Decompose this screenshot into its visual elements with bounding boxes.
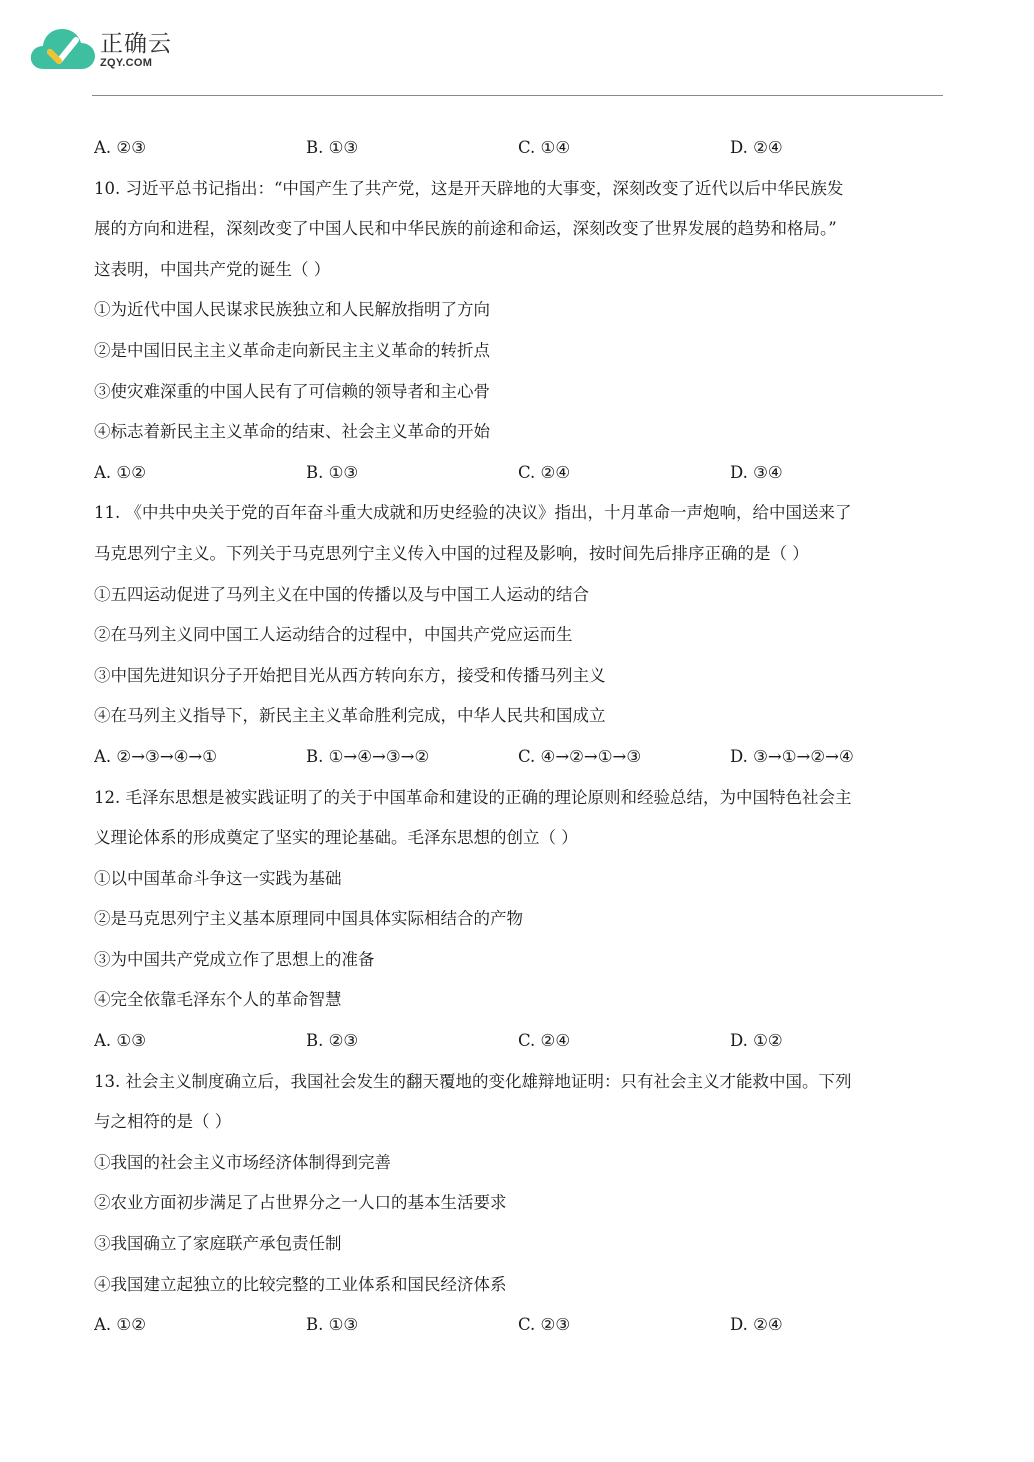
answer-option: B. ①→④→③→② (306, 746, 430, 766)
text-line: ④在马列主义指导下，新民主主义革命胜利完成，中华人民共和国成立 (94, 706, 606, 726)
text-line: 12. 毛泽东思想是被实践证明了的关于中国革命和建设的正确的理论原则和经验总结，为中国特色社会主 (94, 787, 852, 807)
text-line: 马克思列宁主义。下列关于马克思列宁主义传入中国的过程及影响，按时间先后排序正确的是（ ） (94, 543, 809, 563)
text-line: 11. 《中共中央关于党的百年奋斗重大成就和历史经验的决议》指出，十月革命一声炮响，给中国送来了 (94, 503, 852, 523)
text-line: ④标志着新民主主义革命的结束、社会主义革命的开始 (94, 422, 490, 442)
text-line: ①以中国革命斗争这一实践为基础 (94, 868, 342, 888)
answer-option: B. ①③ (306, 138, 359, 157)
answer-option: A. ①② (94, 462, 146, 482)
text-line: ④完全依靠毛泽东个人的革命智慧 (94, 990, 342, 1010)
answer-option: D. ②④ (730, 138, 783, 157)
answer-option: C. ②④ (518, 462, 571, 482)
answer-option: D. ③→①→②→④ (730, 746, 854, 766)
text-line: ③中国先进知识分子开始把目光从西方转向东方，接受和传播马列主义 (94, 665, 606, 685)
answer-option: C. ②④ (518, 1031, 571, 1051)
text-line: ②在马列主义同中国工人运动结合的过程中，中国共产党应运而生 (94, 625, 573, 645)
answer-option: D. ③④ (730, 462, 783, 482)
answer-option: A. ②③ (94, 138, 146, 157)
answer-options-row (94, 1305, 939, 1346)
text-line: 这表明，中国共产党的诞生（ ） (94, 259, 331, 279)
answer-option: B. ①③ (306, 1315, 359, 1335)
answer-option: A. ①② (94, 1315, 146, 1335)
brand-domain: ZQY.COM (100, 56, 153, 69)
text-line: ④我国建立起独立的比较完整的工业体系和国民经济体系 (94, 1274, 507, 1294)
answer-option: A. ②→③→④→① (94, 746, 218, 766)
answer-option: C. ④→②→①→③ (518, 746, 642, 766)
text-line: ②农业方面初步满足了占世界分之一人口的基本生活要求 (94, 1193, 507, 1213)
text-line: ②是中国旧民主主义革命走向新民主主义革命的转折点 (94, 340, 490, 360)
text-line: ①五四运动促进了马列主义在中国的传播以及与中国工人运动的结合 (94, 584, 589, 604)
answer-option: A. ①③ (94, 1031, 146, 1051)
cloud-check-logo-icon (30, 25, 96, 75)
answer-option: D. ②④ (730, 1315, 783, 1335)
answer-option: C. ②③ (518, 1315, 571, 1335)
text-line: ③使灾难深重的中国人民有了可信赖的领导者和主心骨 (94, 381, 490, 401)
answer-options-row (94, 128, 939, 169)
answer-option: B. ①③ (306, 462, 359, 482)
text-line: 10. 习近平总书记指出：“中国产生了共产党，这是开天辟地的大事变，深刻改变了近代以后中华民族发 (94, 178, 844, 198)
text-line: 展的方向和进程，深刻改变了中国人民和中华民族的前途和命运，深刻改变了世界发展的趋势和格局。” (94, 219, 837, 239)
text-line: 13. 社会主义制度确立后，我国社会发生的翻天覆地的变化雄辩地证明：只有社会主义才能救中国。下列 (94, 1071, 852, 1091)
answer-options-row (94, 737, 939, 778)
question-content (94, 128, 939, 1346)
text-line: ①为近代中国人民谋求民族独立和人民解放指明了方向 (94, 300, 490, 320)
answer-option: B. ②③ (306, 1031, 359, 1051)
text-line: ③我国确立了家庭联产承包责任制 (94, 1234, 342, 1254)
text-line: 与之相符的是（ ） (94, 1112, 232, 1132)
header-divider (92, 95, 943, 96)
answer-option: D. ①② (730, 1031, 783, 1051)
brand-name: 正确云 (100, 30, 172, 57)
page-header (30, 22, 172, 78)
answer-options-row (94, 453, 939, 494)
text-line: ②是马克思列宁主义基本原理同中国具体实际相结合的产物 (94, 909, 523, 929)
text-line: ①我国的社会主义市场经济体制得到完善 (94, 1152, 391, 1172)
answer-options-row (94, 1021, 939, 1062)
text-line: 义理论体系的形成奠定了坚实的理论基础。毛泽东思想的创立（ ） (94, 828, 578, 848)
answer-option: C. ①④ (518, 138, 571, 157)
text-line: ③为中国共产党成立作了思想上的准备 (94, 949, 375, 969)
